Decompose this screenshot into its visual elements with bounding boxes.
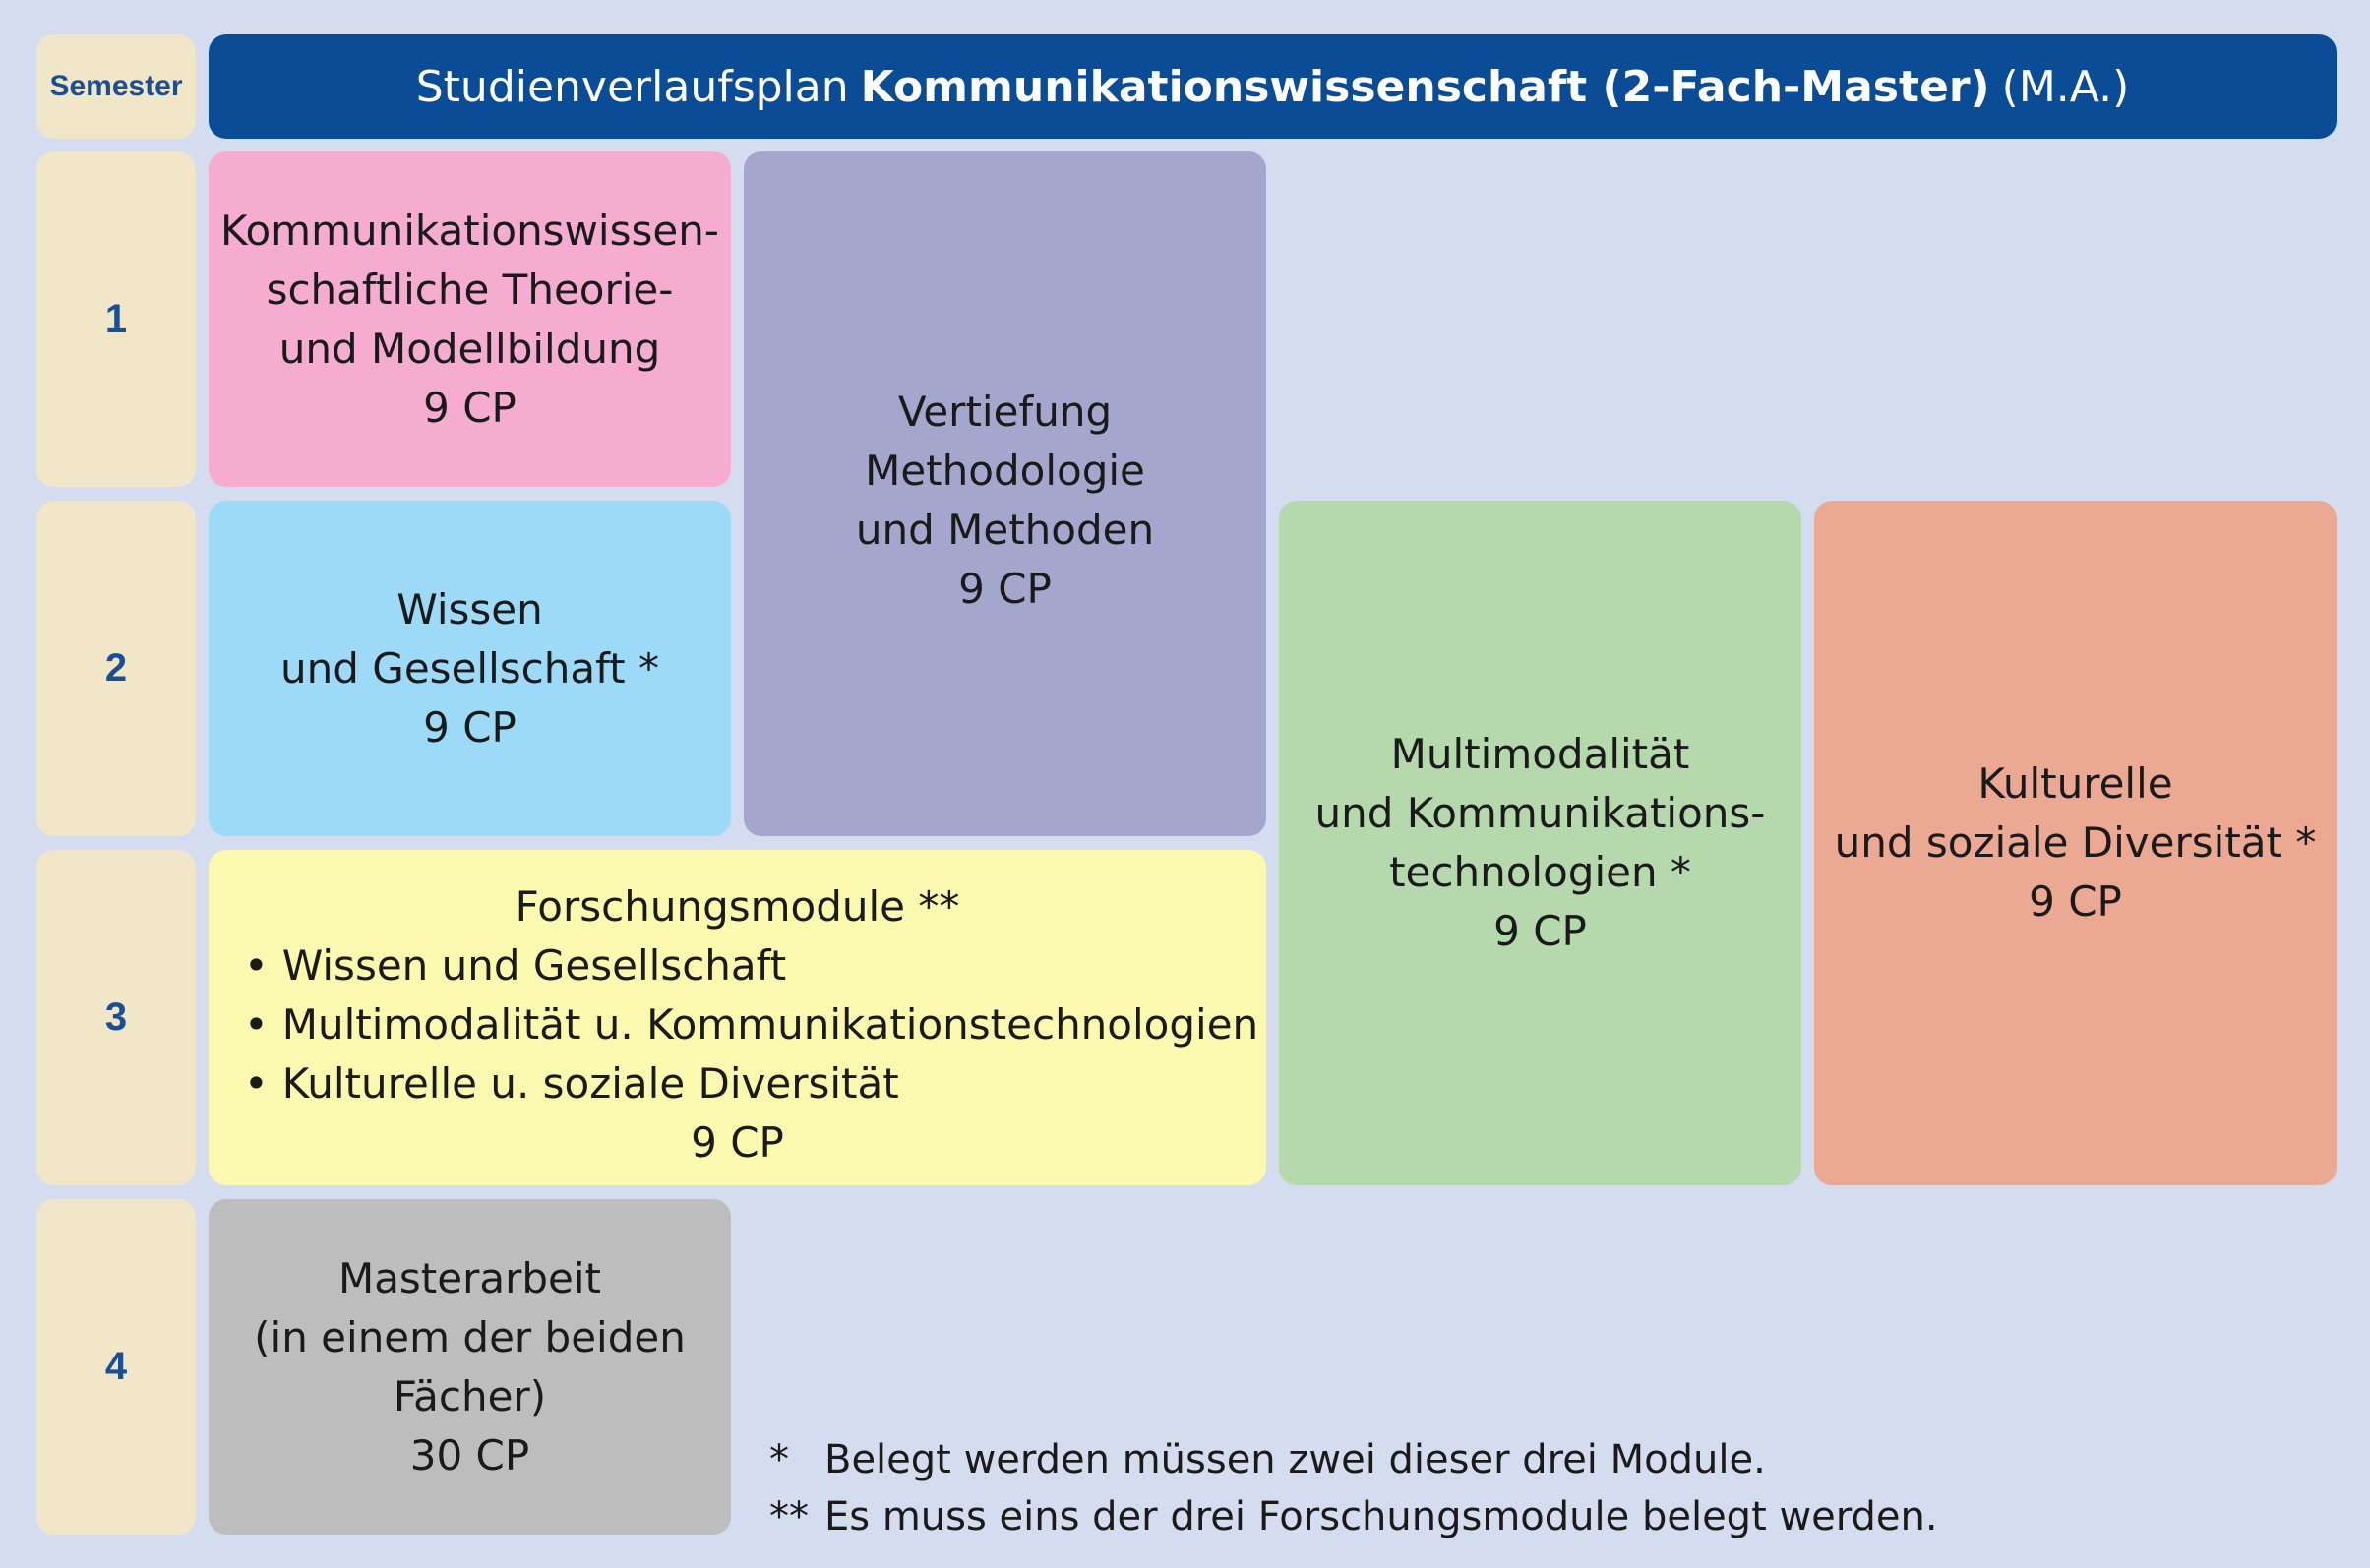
legend-mark: * — [769, 1437, 789, 1482]
module-cp: 9 CP — [2029, 877, 2122, 926]
semester-number: 2 — [104, 646, 128, 690]
semester-number: 4 — [104, 1345, 128, 1388]
module-line: Fächer) — [393, 1371, 547, 1420]
module-line: Kulturelle — [1977, 759, 2173, 808]
module-cp: 9 CP — [423, 702, 517, 752]
module-line: und Modellbildung — [278, 324, 661, 373]
semester-4 — [36, 1199, 196, 1535]
semester-header-label: Semester — [49, 70, 183, 102]
module-line: und soziale Diversität * — [1834, 818, 2317, 867]
list-item: • Kulturelle u. soziale Diversität — [244, 1055, 1258, 1114]
semester-1 — [36, 151, 196, 487]
semester-number: 3 — [104, 995, 128, 1039]
module-line: und Gesellschaft * — [280, 643, 659, 693]
module-title: Forschungsmodule ** — [515, 882, 960, 931]
module-line: und Kommunikations- — [1314, 789, 1766, 837]
legend-row — [769, 1431, 1938, 1488]
module-cp: 9 CP — [691, 1118, 784, 1167]
legend-text: Belegt werden müssen zwei dieser drei Module. — [824, 1437, 1766, 1482]
legend — [769, 1431, 1938, 1545]
module-vertiefung — [744, 151, 1266, 836]
module-forschung — [209, 850, 1266, 1185]
module-line: Vertiefung — [897, 388, 1113, 436]
module-line: technologien * — [1389, 848, 1691, 896]
title-suffix: (M.A.) — [2001, 61, 2130, 112]
legend-mark: ** — [769, 1494, 809, 1539]
module-line: Masterarbeit — [337, 1253, 602, 1302]
module-kulturelle — [1814, 501, 2337, 1185]
module-cp: 9 CP — [958, 565, 1052, 613]
semester-number: 1 — [104, 297, 128, 340]
module-cp: 9 CP — [1493, 907, 1587, 955]
legend-text: Es muss eins der drei Forschungsmodule belegt werden. — [824, 1494, 1938, 1539]
module-line: Multimodalität — [1390, 730, 1690, 778]
module-wissen — [209, 501, 731, 836]
list-item: • Wissen und Gesellschaft — [244, 936, 1258, 995]
forschung-list — [209, 936, 1258, 1114]
module-line: schaftliche Theorie- — [266, 265, 674, 314]
module-line: Methodologie — [865, 447, 1145, 495]
module-theorie — [209, 151, 731, 487]
legend-row — [769, 1488, 1938, 1545]
module-masterarbeit — [209, 1199, 731, 1535]
module-line: und Methoden — [855, 506, 1155, 554]
module-line: Kommunikationswissen- — [220, 206, 719, 255]
page-title — [209, 34, 2337, 139]
module-line: (in einem der beiden — [254, 1312, 686, 1361]
title-bold: Kommunikationswissenschaft (2-Fach-Master) — [860, 61, 1990, 112]
semester-3 — [36, 850, 196, 1185]
module-multimodalitaet — [1279, 501, 1801, 1185]
title-prefix: Studienverlaufsplan — [415, 61, 849, 112]
module-cp: 9 CP — [423, 383, 517, 432]
module-line: Wissen — [396, 584, 543, 633]
module-cp: 30 CP — [409, 1430, 530, 1479]
semester-header — [36, 34, 196, 139]
semester-2 — [36, 501, 196, 836]
list-item: • Multimodalität u. Kommunikationstechnologien — [244, 995, 1258, 1055]
